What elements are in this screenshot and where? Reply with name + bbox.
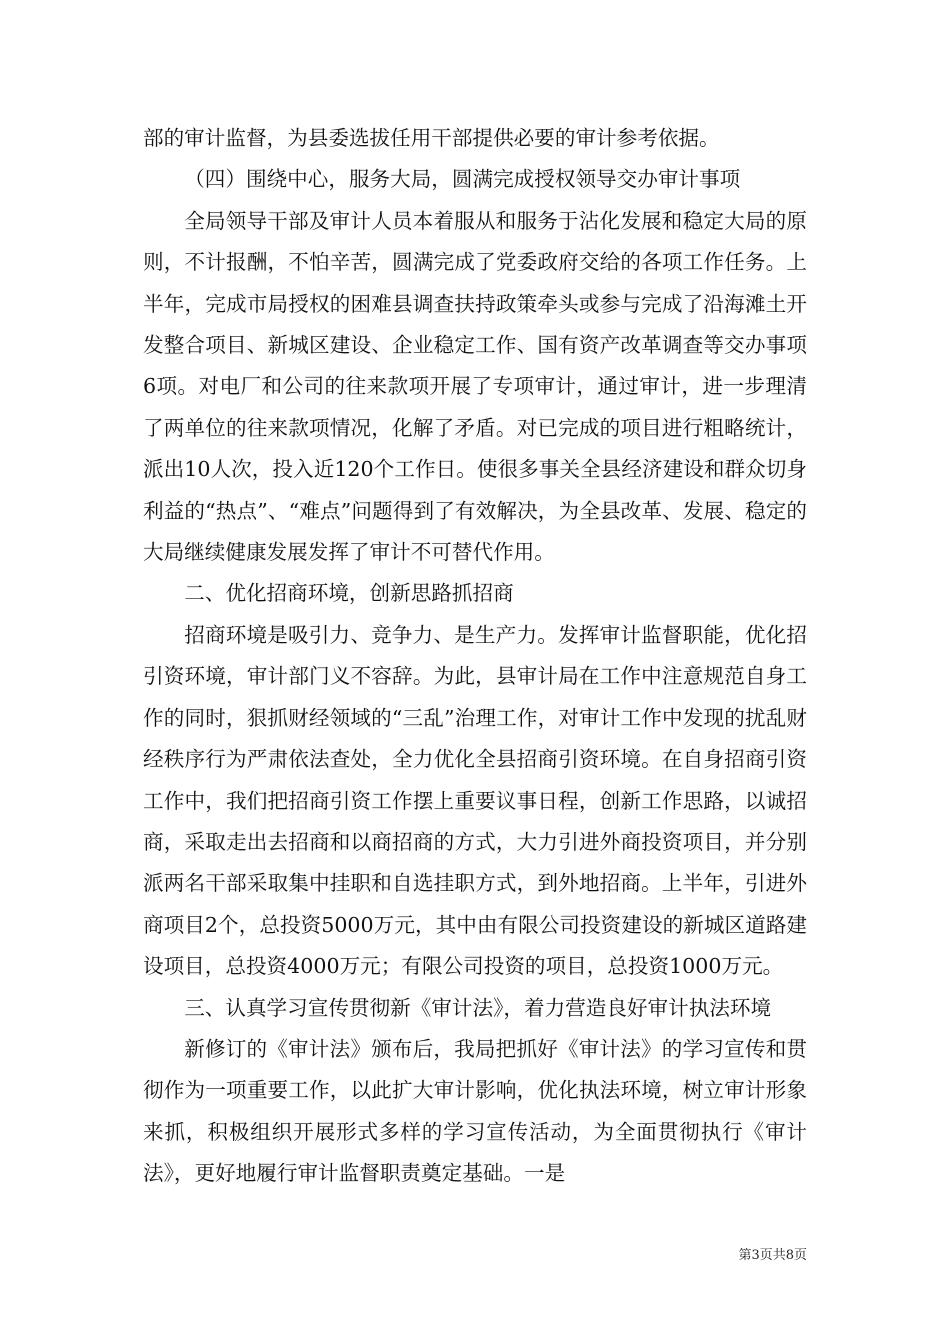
section-heading-3: 三、认真学习宣传贯彻新《审计法》，着力营造良好审计执法环境 [184,995,772,1020]
section-heading-4: （四）围绕中心，服务大局，圆满完成授权领导交办审计事项 [184,167,741,192]
paragraph-1: 部的审计监督，为县委选拔任用干部提供必要的审计参考依据。 [143,126,720,150]
paragraph-3: 招商环境是吸引力、竞争力、是生产力。发挥审计监督职能，优化招引资环境，审计部门义不容辞。为此，县审计局在工作中注意规范自身工作的同时，狠抓财经领域的“三乱”治理工作，对审计工作中发现的扰乱财经秩序行为严肃依法查处，全力优化全县招商引资环境。在自身招商引资工作中，我们把招商引资工作摆上重要议事日程，创新工作思路，以诚招商，采取走出去招商和以商招商的方式，大力引进外商投资项目，并分别派两名干部采取集中挂职和自选挂职方式，到外地招商。上半年，引进外商项目2个，总投资5000万元，其中由有限公司投资建设的新城区道路建设项目，总投资4000万元；有限公司投资的项目，总投资1000万元。 [143,622,807,979]
section-heading-2: 二、优化招商环境，创新思路抓招商 [184,581,514,606]
paragraph-4: 新修订的《审计法》颁布后，我局把抓好《审计法》的学习宣传和贯彻作为一项重要工作，以此扩大审计影响，优化执法环境，树立审计形象来抓，积极组织开展形式多样的学习宣传活动，为全面贯彻执行《审计法》，更好地履行审计监督职责奠定基础。一是 [143,1036,807,1186]
paragraph-2: 全局领导干部及审计人员本着服从和服务于沾化发展和稳定大局的原则，不计报酬，不怕辛苦，圆满完成了党委政府交给的各项工作任务。上半年，完成市局授权的困难县调查扶持政策牵头或参与完成了沿海滩土开发整合项目、新城区建设、企业稳定工作、国有资产改革调查等交办事项6项。对电厂和公司的往来款项开展了专项审计，通过审计，进一步理清了两单位的往来款项情况，化解了矛盾。对已完成的项目进行粗略统计，派出10人次，投入近120个工作日。使很多事关全县经济建设和群众切身利益的“热点”、“难点”问题得到了有效解决，为全县改革、发展、稳定的大局继续健康发展发挥了审计不可替代作用。 [143,208,807,565]
document-body [143,118,807,1195]
page-footer [0,1244,807,1263]
page-number: 第3页共8页 [738,1248,807,1263]
